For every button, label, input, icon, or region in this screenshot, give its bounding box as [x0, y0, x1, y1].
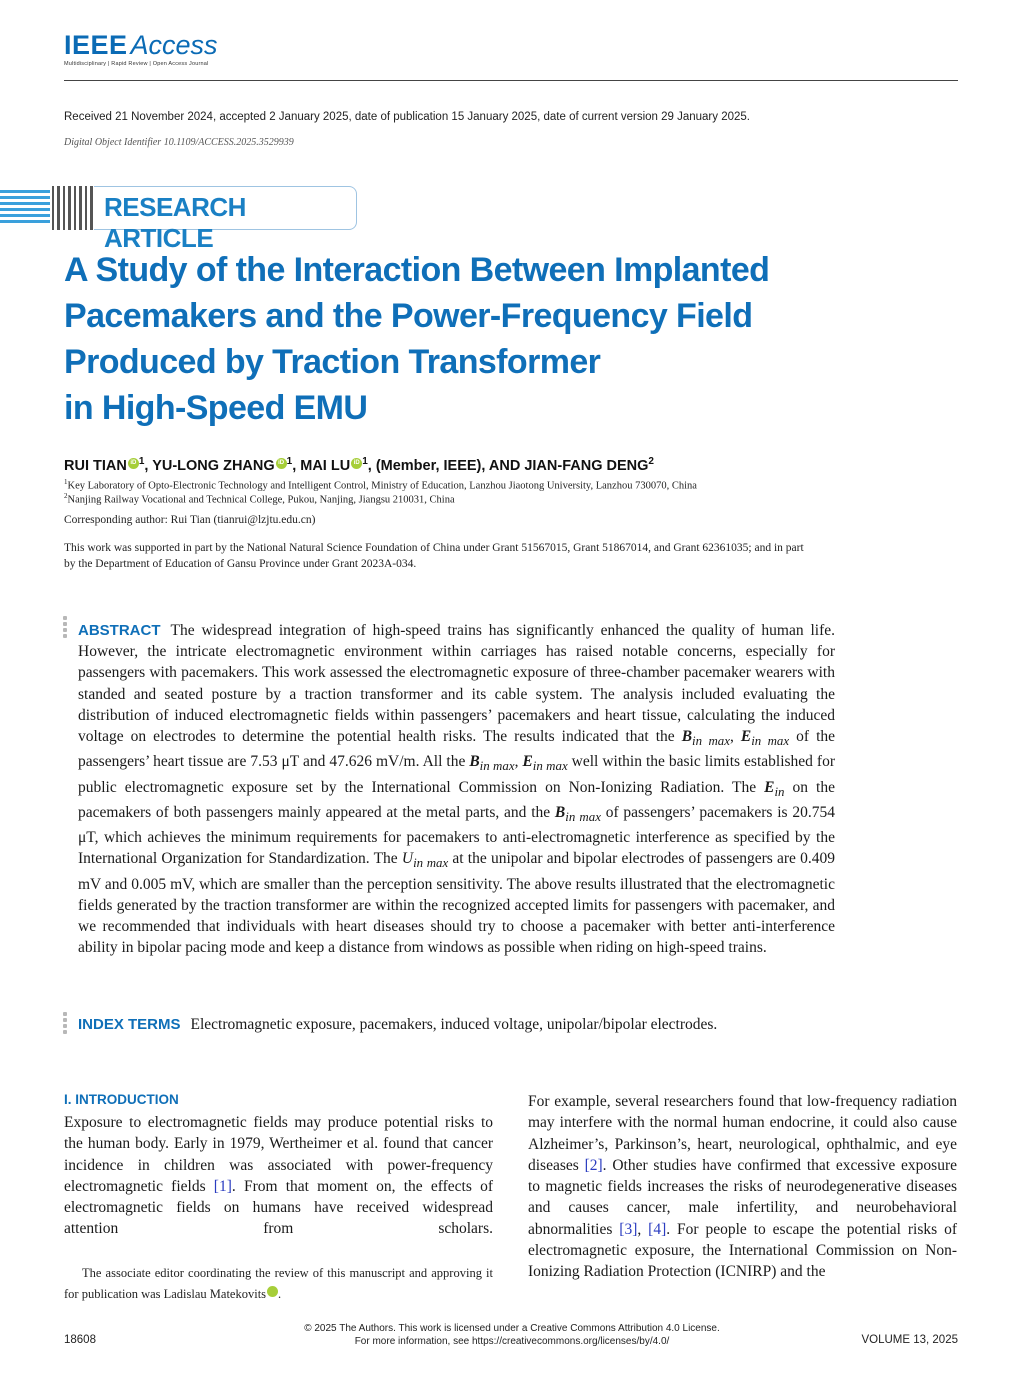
affiliation-marker: 1: [138, 456, 145, 467]
affiliation-marker: 1: [64, 478, 68, 486]
title-line: in High-Speed EMU: [64, 389, 368, 427]
subscript: in max: [751, 733, 790, 749]
body-column-left: [64, 1112, 493, 1240]
footnote-text: The associate editor coordinating the review of this manuscript and approving it for publication was Ladislau Matekovits: [64, 1266, 493, 1301]
index-terms: [78, 1014, 878, 1035]
affiliation: [64, 478, 697, 492]
editor-footnote: [64, 1263, 493, 1305]
title-line: Produced by Traction Transformer: [64, 343, 601, 381]
abstract-text: The widespread integration of high-speed trains has significantly enhanced the quality of human life. However, the intricate electromagnetic environment within carriages has raised notable concerns, especially for passengers with pacemakers. This work assessed the electromagnetic exposure of three-chamber pacemaker wearers with standed and seated posture by a traction transformer and its cable system. The analysis included evaluating the distribution of induced electromagnetic fields within passengers’ pacemakers and heart tissue, calculating the induced voltage on electrodes to determine the potential health risks. The results indicated that the: [78, 622, 835, 746]
separator: ,: [637, 1220, 649, 1238]
body-text: . For people to escape the potential risks of electromagnetic exposure, the International Commission on Non-Ionizing Radiation Protection (ICNIRP) and the: [528, 1220, 957, 1281]
volume-label: VOLUME 13, 2025: [861, 1334, 958, 1346]
author-name: , YU-LONG ZHANG: [144, 457, 275, 474]
symbol: E: [522, 753, 533, 771]
subscript: in: [774, 783, 785, 799]
citation-link[interactable]: [2]: [584, 1156, 603, 1174]
symbol: E: [740, 728, 752, 746]
subscript: in max: [565, 809, 601, 824]
body-text: . Other studies have confirmed that excessive exposure to magnetic fields increases the risks of neurodegenerative diseases and causes cancer, male infertility, and neurobehavioral abnormalities: [528, 1156, 957, 1238]
citation-link[interactable]: [4]: [648, 1220, 667, 1238]
abstract-text: of passengers’ pacemakers is 20.754 μT, which achieves the minimum requirements for pacemakers to anti-electromagnetic interference as specified by the International Organization for Standardization. The: [78, 803, 835, 868]
affiliation-marker: 1: [286, 456, 293, 467]
journal-logo: [64, 30, 218, 67]
abstract-text: on the pacemakers of both passengers mainly appeared at the metal parts, and the: [78, 778, 835, 821]
corresponding-author: Corresponding author: Rui Tian (tianrui@lzjtu.edu.cn): [64, 514, 316, 526]
license-line: © 2025 The Authors. This work is licensed under a Creative Commons Attribution 4.0 License.: [304, 1323, 720, 1334]
orcid-icon[interactable]: iD: [267, 1286, 278, 1297]
citation-link[interactable]: [3]: [619, 1220, 638, 1238]
section-marker-icon: [63, 1012, 69, 1036]
abstract-text: at the unipolar and bipolar electrodes of passengers are 0.409 mV and 0.005 mV, which are smaller than the perception sensitivity. The above results illustrated that the electromagnetic fields generated by the traction transformer are within the recognized accepted limits for passengers with pacemaker, and we recommended that individuals with heart diseases should try to choose a pacemaker with better anti-interference ability in bipolar pacing mode and keep a distance from windows as possible when riding on high-speed trains.: [78, 850, 835, 957]
orcid-icon[interactable]: iD: [128, 458, 139, 469]
page-number: 18608: [64, 1334, 96, 1346]
header-rule: [64, 80, 958, 81]
subscript: in max: [479, 758, 515, 774]
doi: Digital Object Identifier 10.1109/ACCESS.2025.3529939: [64, 137, 294, 148]
title-line: A Study of the Interaction Between Implanted: [64, 251, 770, 289]
author-list: [64, 456, 654, 474]
funding-note: This work was supported in part by the National Natural Science Foundation of China under Grant 51567015, Grant 51867014, and Grant 62361035; and in part by the Department of Education of Gansu Province under Grant 2023A-034.: [64, 542, 804, 570]
author-name: , (Member, IEEE), AND JIAN-FANG DENG: [367, 457, 649, 474]
symbol: B: [469, 753, 480, 771]
abstract-text: well within the basic limits established for public electromagnetic exposure set by the International Commission on Non-Ionizing Radiation. The: [78, 753, 835, 796]
license-info-line[interactable]: For more information, see https://creativecommons.org/licenses/by/4.0/: [354, 1336, 670, 1347]
abstract-label: ABSTRACT: [78, 622, 161, 639]
banner-stripes-icon: [0, 186, 94, 230]
symbol: B: [681, 728, 693, 746]
affiliation-text: Nanjing Railway Vocational and Technical College, Pukou, Nanjing, Jiangsu 210031, China: [67, 494, 455, 506]
title-line: Pacemakers and the Power-Frequency Field: [64, 297, 753, 335]
symbol: U: [401, 850, 414, 868]
body-text: Exposure to electromagnetic fields may produce potential risks to the human body. Early in 1979, Wertheimer et al. found that cancer incidence in children was associated with power-frequency electromagnetic fields: [64, 1114, 493, 1195]
received-dates: Received 21 November 2024, accepted 2 January 2025, date of publication 15 January 2025, date of current version 29 January 2025.: [64, 111, 750, 123]
section-heading: I. INTRODUCTION: [64, 1092, 179, 1107]
subscript: in max: [532, 758, 568, 774]
affiliation-text: Key Laboratory of Opto-Electronic Technology and Intelligent Control, Ministry of Education, Lanzhou Jiaotong University, Lanzhou 730070, China: [67, 480, 697, 492]
research-article-banner: [0, 186, 360, 253]
logo-tagline: Multidisciplinary | Rapid Review | Open Access Journal: [64, 61, 209, 67]
abstract: [78, 620, 835, 959]
separator: ,: [729, 728, 741, 746]
orcid-icon[interactable]: iD: [276, 458, 287, 469]
logo-brand: IEEE: [64, 30, 128, 60]
footnote-period: .: [278, 1287, 282, 1301]
symbol: B: [554, 803, 566, 821]
body-column-right: [528, 1091, 957, 1283]
subscript: in max: [692, 733, 730, 749]
author-name: RUI TIAN: [64, 457, 127, 474]
index-terms-label: INDEX TERMS: [78, 1016, 181, 1033]
affiliation-marker: 2: [648, 456, 654, 467]
paper-title: [64, 247, 824, 431]
citation-link[interactable]: [1]: [213, 1177, 232, 1195]
banner-label: RESEARCH ARTICLE: [104, 192, 246, 253]
separator: ,: [514, 753, 523, 771]
index-terms-text: Electromagnetic exposure, pacemakers, induced voltage, unipolar/bipolar electrodes.: [190, 1016, 718, 1033]
affiliation-marker: 1: [362, 456, 368, 467]
subscript: in max: [413, 855, 449, 871]
author-name: , MAI LU: [292, 457, 351, 474]
affiliation-marker: 2: [64, 492, 68, 500]
body-text: For example, several researchers found that low-frequency radiation may interfere with the normal human endocrine, it could also cause Alzheimer’s, Parkinson’s, heart, neurological, ophthalmic, and eye diseases: [528, 1093, 957, 1174]
logo-brand-suffix: Access: [130, 30, 218, 60]
symbol: E: [764, 778, 775, 796]
orcid-icon[interactable]: iD: [351, 458, 362, 469]
section-marker-icon: [63, 616, 69, 640]
body-text: . From that moment on, the effects of electromagnetic fields on humans have received widespread attention from scholars.: [64, 1177, 493, 1238]
abstract-text: of the passengers’ heart tissue are 7.53 μT and 47.626 mV/m. All the: [78, 728, 836, 771]
affiliation: [64, 492, 455, 506]
